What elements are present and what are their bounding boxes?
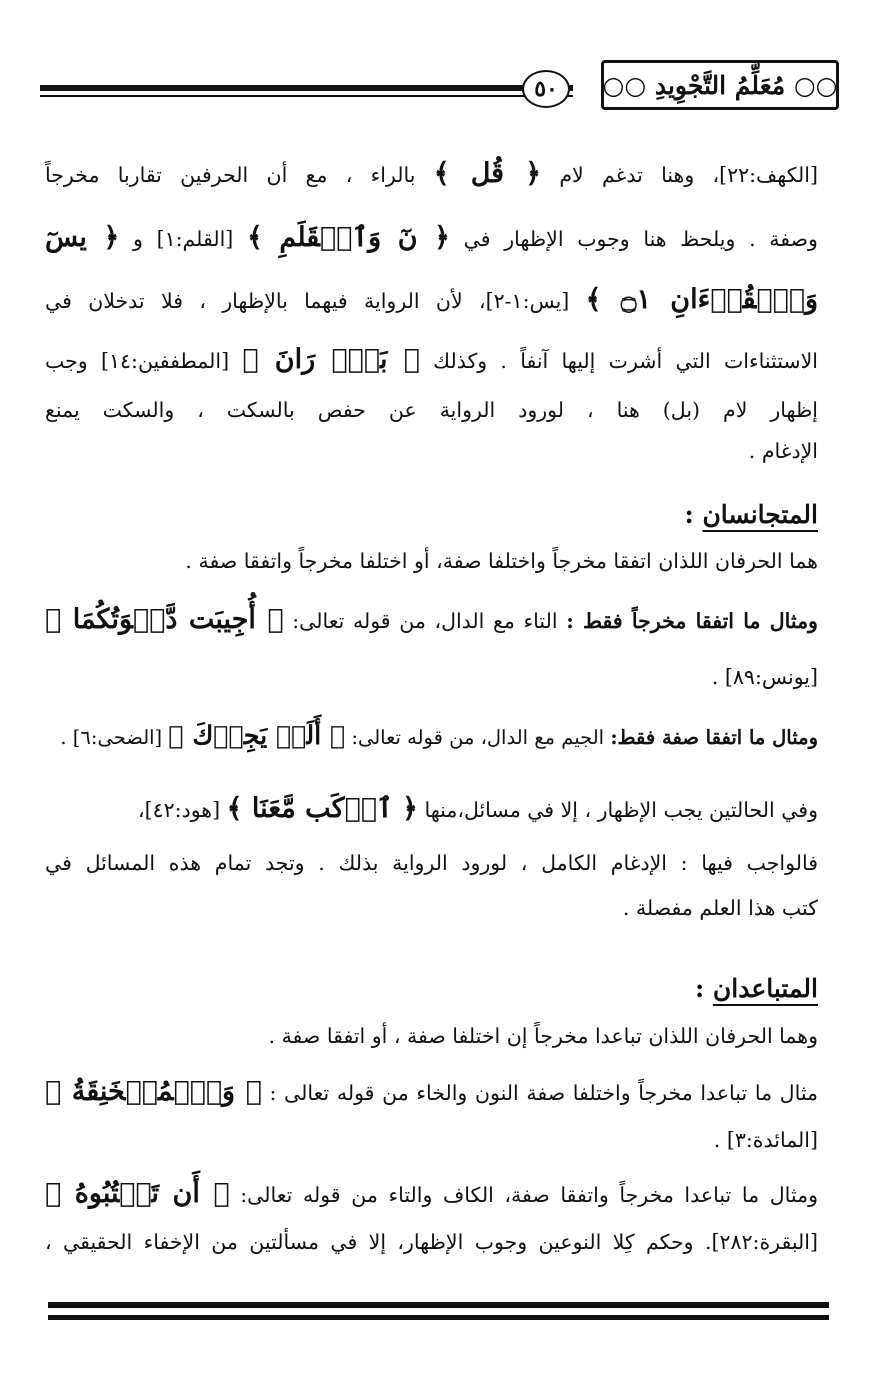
text-line-3: وَٱلۡقُرۡءَانِ ۝١ ﴾ [يس:١-٢]، لأن الرواية فيهما بالإظهار ، فلا تدخلان في (45, 284, 818, 315)
text-line-7: هما الحرفان اللذان اتفقا مخرجاً واختلفا صفة، أو اختلفا مخرجاً واتفقا صفة . (185, 549, 818, 573)
page-number: ٥٠ (522, 70, 570, 108)
text-line-18: [البقرة:٢٨٢]. وحكم كِلا النوعين وجوب الإظهار، إلا في مسألتين من الإخفاء الحقيقي ، (45, 1230, 818, 1254)
quran-quote: ﴿ وَٱلۡمُنۡخَنِقَةُ ﴾ (45, 1076, 262, 1107)
text-line-10: ومثال ما اتفقا صفة فقط: الجيم مع الدال، من قوله تعالى: ﴿ أَلَمۡ يَجِدۡكَ ﴾ [الضحى:٦] . (60, 720, 818, 750)
text-line-15: مثال ما تباعدا مخرجاً واختلفا صفة النون والخاء من قوله تعالى : ﴿ وَٱلۡمُنۡخَنِقَةُ ﴾ (45, 1076, 818, 1107)
quran-quote: ﴿ أُجِيبَت دَّعۡوَتُكُمَا ﴾ (45, 604, 284, 635)
text-line-5: إظهار لام (بل) هنا ، لورود الرواية عن حفص بالسكت ، والسكت يمنع (45, 398, 818, 422)
quran-quote: ﴿ بَلۡۜ رَانَ ﴾ (242, 344, 420, 375)
footer-rule-thick (48, 1302, 829, 1308)
quran-quote: ﴿ نٓ وَٱلۡقَلَمِ ﴾ (246, 222, 450, 253)
text-line-17: ومثال ما تباعدا مخرجاً واتفقا صفة، الكاف والتاء من قوله تعالى: ﴿ أَن تَكۡتُبُوهُ ﴾ (45, 1178, 818, 1209)
text-line-16: [المائدة:٣] . (713, 1128, 818, 1152)
text-line-1: [الكهف:٢٢]، وهنا تدغم لام ﴿ قُل ﴾ بالراء ، مع أن الحرفين تقاربا مخرجاً (45, 158, 818, 189)
section-heading-mutabaidan: المتباعدان : (694, 974, 818, 1003)
text-line-6: الإدغام . (748, 439, 818, 463)
text-line-11: وفي الحالتين يجب الإظهار ، إلا في مسائل،منها ﴿ ٱرۡكَب مَّعَنَا ﴾ [هود:٤٢]، (138, 793, 818, 824)
text-line-13: كتب هذا العلم مفصلة . (622, 896, 818, 920)
header-rule-thick (40, 85, 573, 91)
text-line-8: ومثال ما اتفقا مخرجاً فقط : التاء مع الدال، من قوله تعالى: ﴿ أُجِيبَت دَّعۡوَتُكُمَا ﴾ (45, 604, 818, 635)
quran-quote: ﴿ أَلَمۡ يَجِدۡكَ ﴾ (168, 720, 346, 750)
quran-quote: ﴿ يسٓ (45, 222, 120, 253)
text-line-12: فالواجب فيها : الإدغام الكامل ، لورود الرواية بذلك . وتجد تمام هذه المسائل في (45, 851, 818, 875)
text-line-14: وهما الحرفان اللذان تباعدا مخرجاً إن اختلفا صفة ، أو اتفقا صفة . (268, 1024, 818, 1048)
book-title: ○○ مُعَلِّمُ التَّجْوِيدِ ○○ (602, 70, 838, 100)
quran-quote: ﴿ قُل ﴾ (433, 158, 542, 189)
footer-rule-thin (48, 1315, 829, 1320)
text-line-4: الاستثناءات التي أشرت إليها آنفاً . وكذلك ﴿ بَلۡۜ رَانَ ﴾ [المطففين:١٤] وجب (45, 344, 818, 375)
header-title-box (601, 60, 839, 110)
section-heading-mutajanisan: المتجانسان : (684, 500, 818, 529)
quran-quote: ﴿ أَن تَكۡتُبُوهُ ﴾ (45, 1178, 230, 1209)
text-line-2: وصفة . ويلحظ هنا وجوب الإظهار في ﴿ نٓ وَٱلۡقَلَمِ ﴾ [القلم:١] و ﴿ يسٓ (45, 222, 818, 253)
quran-quote: وَٱلۡقُرۡءَانِ ۝١ ﴾ (585, 284, 818, 315)
header-rule-thin (40, 95, 573, 97)
quran-quote: ﴿ ٱرۡكَب مَّعَنَا ﴾ (226, 793, 418, 824)
text-line-9: [يونس:٨٩] . (711, 665, 818, 689)
